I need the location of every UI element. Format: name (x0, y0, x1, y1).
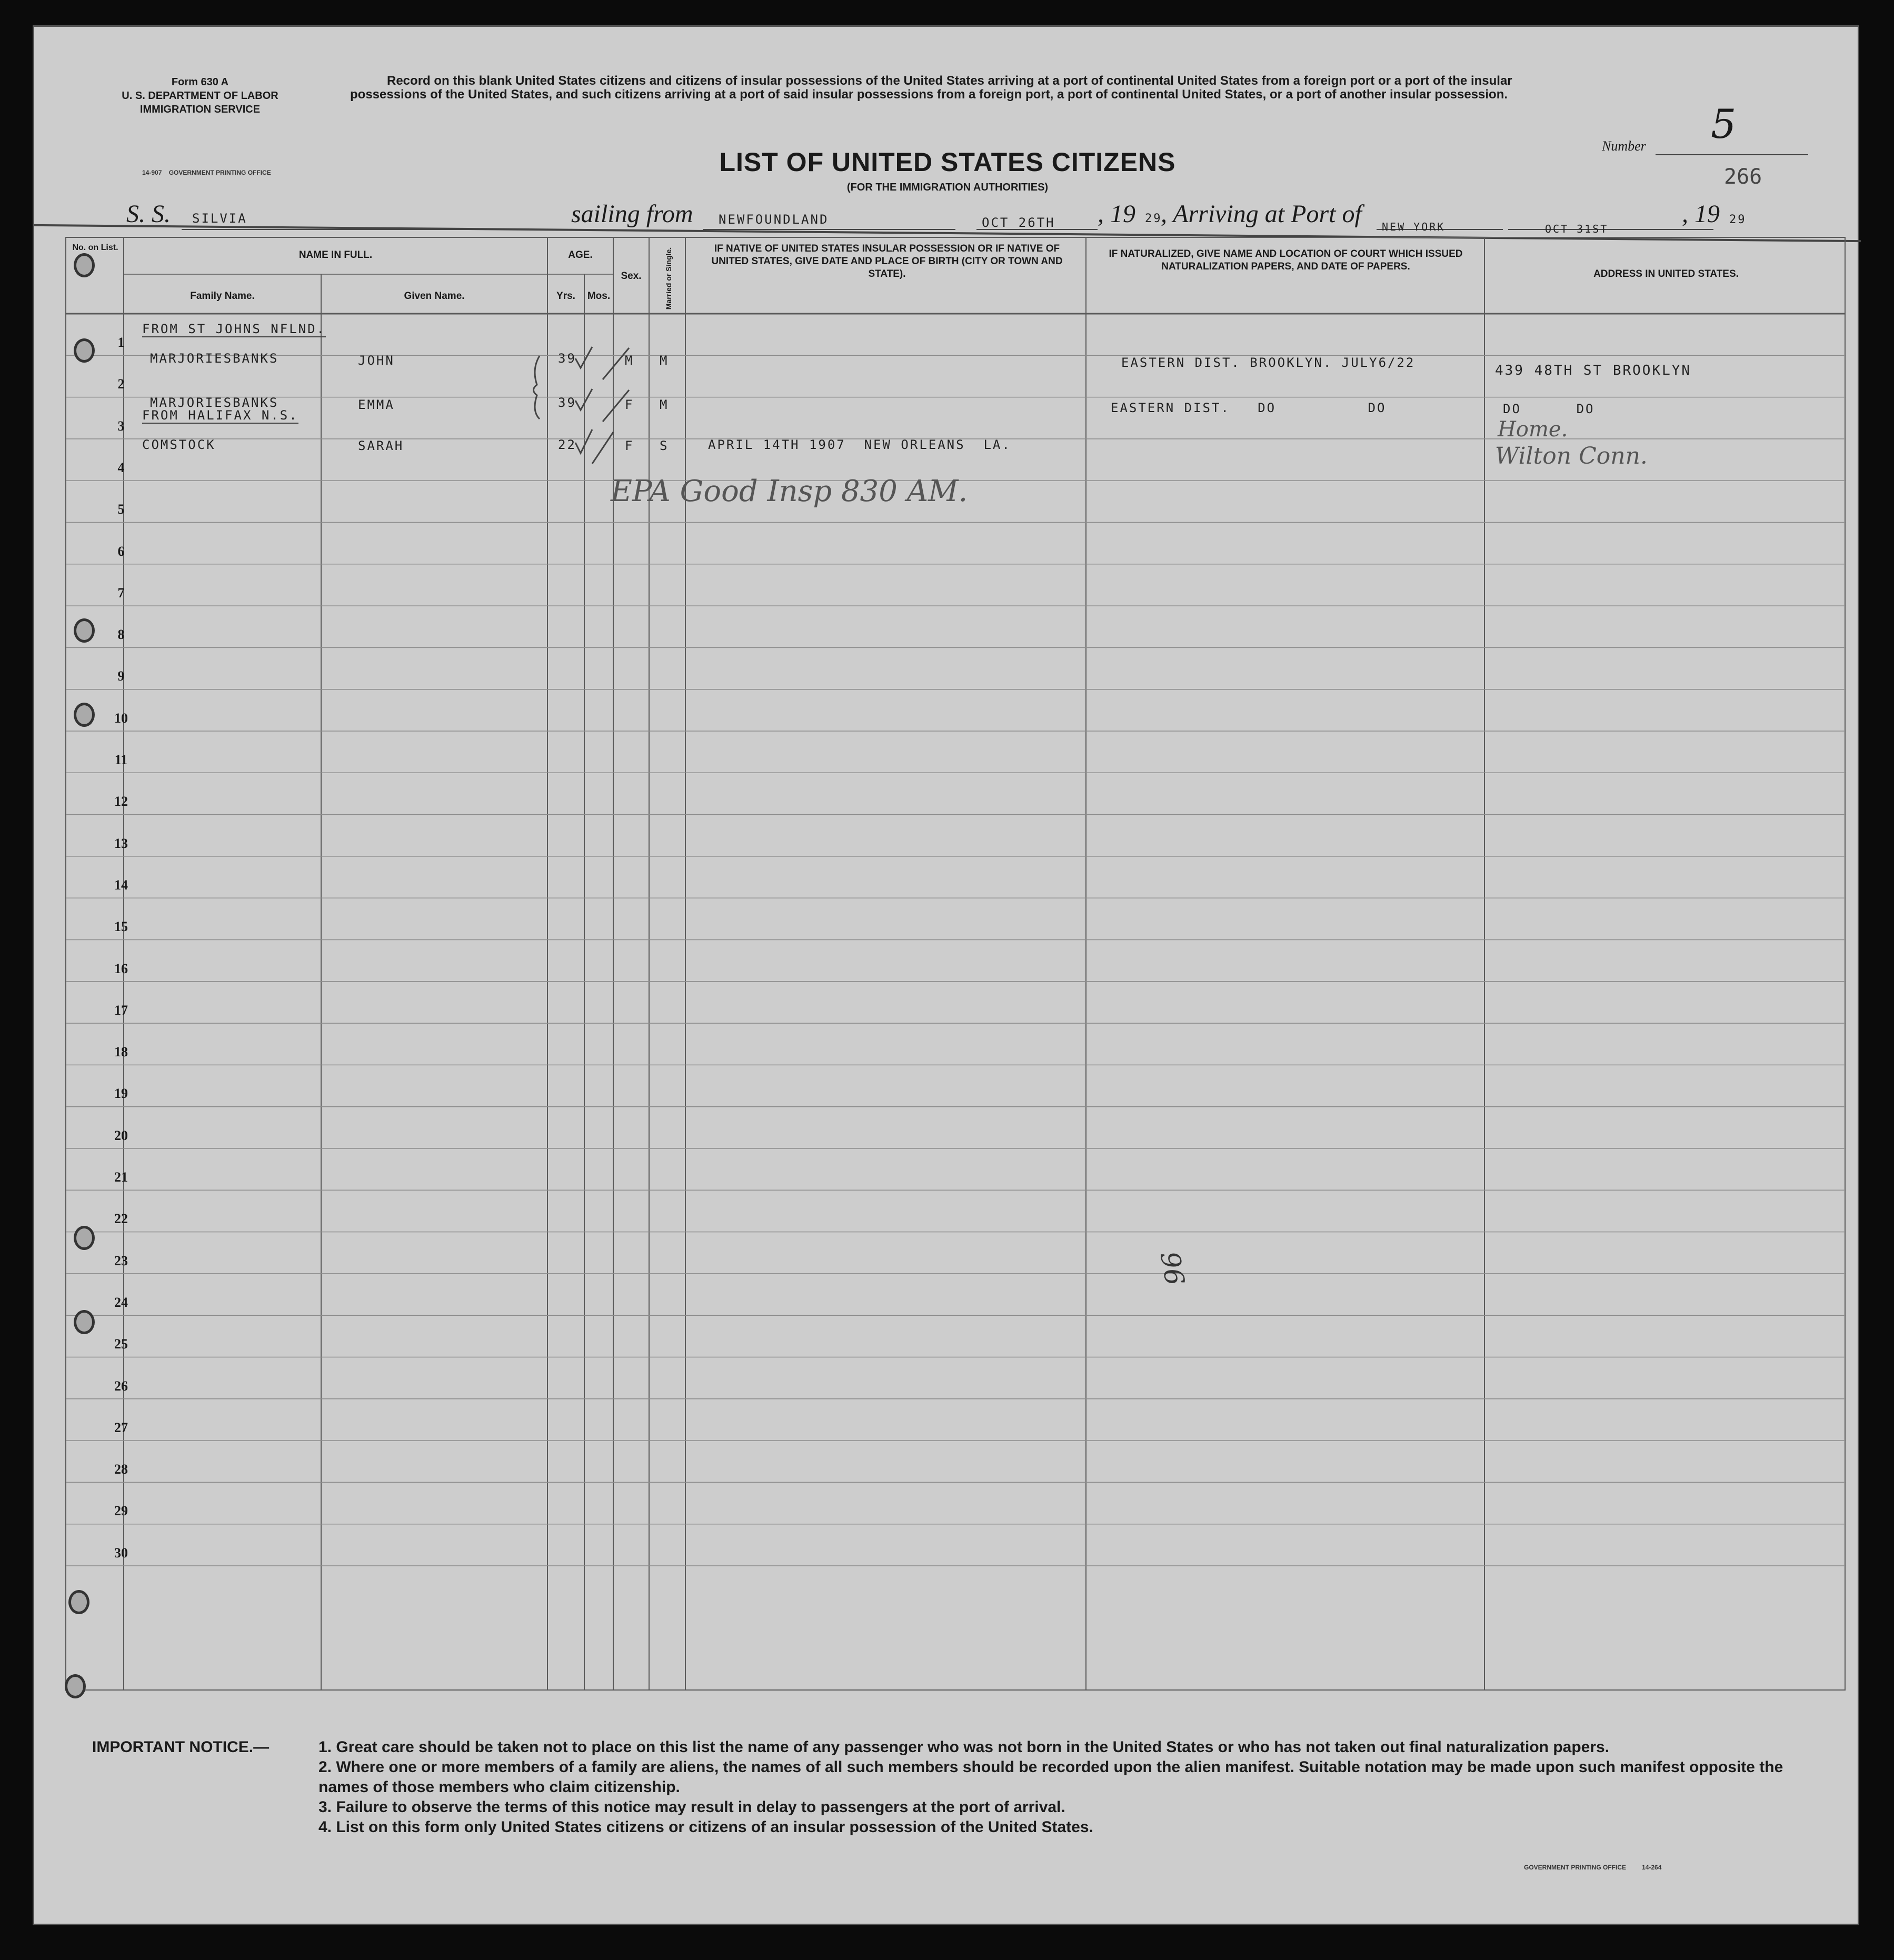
page-title: LIST OF UNITED STATES CITIZENS (719, 147, 1176, 177)
notice-item: 2. Where one or more members of a family are aliens, the names of all such members should be recorded upon the alien manifest. Suitable notation may be made upon such manifest opposite the names of those members who claim citizenship. (318, 1758, 1783, 1796)
header-name-in-full: NAME IN FULL. (298, 249, 373, 261)
notice-item: 4. List on this form only United States citizens or citizens of an insular possession of the United States. (318, 1818, 1093, 1836)
notice-heading: IMPORTANT NOTICE.— (92, 1738, 270, 1756)
row-number: 10 (114, 710, 128, 726)
punch-hole (74, 618, 95, 643)
important-notice (92, 1737, 1829, 1837)
header-family-name: Family Name. (190, 291, 255, 302)
row-number: 24 (114, 1294, 128, 1310)
sex: M (625, 353, 634, 368)
family-name: COMSTOCK (142, 437, 216, 452)
row-number: 1 (117, 335, 125, 350)
age-years: 39 (558, 395, 576, 410)
header-given-name: Given Name. (404, 291, 465, 302)
stamp-number: 96 (1154, 1249, 1190, 1288)
ship-name: SILVIA (192, 211, 247, 226)
sex: F (625, 397, 634, 412)
age-years: 39 (558, 351, 576, 366)
punch-hole (74, 1310, 95, 1334)
row-number: 15 (114, 919, 128, 935)
depart-date: OCT 26TH (982, 215, 1055, 230)
row-number: 3 (117, 418, 125, 434)
row-number: 11 (114, 752, 128, 767)
row-number: 18 (114, 1044, 128, 1060)
marital-status: M (660, 353, 669, 368)
punch-hole (65, 1674, 86, 1698)
address: DO DO (1503, 402, 1595, 416)
depart-year: 29 (1145, 212, 1162, 225)
naturalization-court: EASTERN DIST. DO DO (1111, 401, 1387, 415)
record-instructions: Record on this blank United States citizens and citizens of insular possessions of the United States arriving at a port of continental United States from a foreign port or a port of the insular possessions of the United States, and such citizens arriving at a port of said insular possessions from a foreign port, a port of continental United States, or a port of another insular possession. (350, 74, 1512, 102)
punch-hole (68, 1590, 89, 1614)
row-number: 14 (114, 877, 128, 893)
header-native: IF NATIVE OF UNITED STATES INSULAR POSSESSION OR IF NATIVE OF UNITED STATES, GIVE DATE AND PLACE OF BIRTH (CITY OR TOWN AND STATE). (711, 243, 1063, 279)
printer-footer-code: 14-264 (1642, 1864, 1662, 1871)
number-value: 5 (1711, 101, 1737, 147)
handwritten-inspection-note: EPA Good Insp 830 AM. (611, 474, 968, 508)
header-no: No. on List. (72, 243, 118, 252)
family-name: MARJORIESBANKS (150, 395, 279, 410)
arriving-label: , Arriving at Port of (1161, 200, 1362, 228)
row-number: 20 (114, 1127, 128, 1143)
service-name: IMMIGRATION SERVICE (139, 104, 261, 115)
page-subtitle: (FOR THE IMMIGRATION AUTHORITIES) (846, 182, 1049, 193)
row-number: 9 (117, 668, 125, 684)
given-name: EMMA (358, 397, 395, 412)
row-number: 2 (117, 376, 125, 392)
ss-label: S. S. (126, 200, 171, 228)
age-years: 22 (558, 437, 576, 452)
row-number: 16 (114, 961, 128, 976)
row-number: 28 (114, 1462, 128, 1477)
address: 439 48TH ST BROOKLYN (1495, 363, 1692, 378)
row-number: 26 (114, 1378, 128, 1394)
number-label: Number (1602, 138, 1646, 154)
manifest-sheet (33, 25, 1859, 1925)
year-prefix-arrive: , 19 (1682, 200, 1720, 228)
year-prefix-depart: , 19 (1098, 200, 1135, 228)
header-sex: Sex. (621, 271, 642, 282)
punch-hole (74, 1226, 95, 1250)
row-number: 8 (117, 627, 125, 643)
row-number: 27 (114, 1419, 128, 1435)
row-number: 19 (114, 1086, 128, 1102)
row-number: 4 (117, 459, 125, 475)
arrive-year: 29 (1729, 213, 1747, 226)
birth-date-place: APRIL 14TH 1907 NEW ORLEANS LA. (708, 437, 1011, 452)
sheet-number: 266 (1724, 165, 1762, 189)
punch-hole (74, 253, 95, 277)
given-name: JOHN (358, 353, 395, 368)
arrival-port: NEW YORK (1382, 221, 1446, 233)
check-marks (571, 343, 640, 485)
row-number: 5 (117, 502, 125, 517)
header-mos: Mos. (587, 291, 611, 302)
marital-status: S (660, 438, 669, 453)
marital-status: M (660, 397, 669, 412)
row-number: 30 (114, 1545, 128, 1561)
naturalization-court: EASTERN DIST. BROOKLYN. JULY6/22 (1121, 355, 1415, 370)
row-number: 22 (114, 1211, 128, 1227)
form-number: Form 630 A (171, 76, 229, 88)
row-number: 13 (114, 835, 128, 851)
header-age: AGE. (568, 249, 593, 261)
department-name: U. S. DEPARTMENT OF LABOR (122, 90, 278, 102)
row-number: 7 (117, 585, 125, 601)
header-naturalized: IF NATURALIZED, GIVE NAME AND LOCATION OF COURT WHICH ISSUED NATURALIZATION PAPERS, AND DATE OF PAPERS. (1109, 248, 1463, 272)
section-label-st-johns: FROM ST JOHNS NFLND. (142, 322, 326, 336)
sex: F (625, 438, 634, 453)
row-number: 21 (114, 1169, 128, 1185)
manifest-grid (34, 27, 1858, 1924)
family-name: MARJORIESBANKS (150, 351, 279, 366)
family-bracket (529, 353, 545, 422)
punch-hole (74, 338, 95, 363)
row-number: 25 (114, 1336, 128, 1352)
sailing-from: NEWFOUNDLAND (719, 212, 829, 227)
handwritten-city: Wilton Conn. (1495, 443, 1648, 469)
arrive-date: OCT 31ST (1545, 223, 1609, 235)
row-number: 6 (117, 543, 125, 559)
handwritten-home: Home. (1498, 417, 1568, 442)
row-lines (66, 355, 1845, 1566)
header-yrs: Yrs. (556, 291, 575, 302)
row-number: 17 (114, 1002, 128, 1018)
row-number: 23 (114, 1253, 128, 1268)
header-married: Married or Single. (664, 247, 673, 310)
row-number: 29 (114, 1503, 128, 1519)
printer-code: 14-907 (142, 169, 162, 176)
header-address: ADDRESS IN UNITED STATES. (1593, 268, 1739, 279)
given-name: SARAH (358, 438, 404, 453)
printer-footer (1524, 1864, 1661, 1871)
printer-name: GOVERNMENT PRINTING OFFICE (168, 169, 271, 176)
notice-item: 3. Failure to observe the terms of this notice may result in delay to passengers at the port of arrival. (318, 1798, 1065, 1816)
row-number: 12 (114, 794, 128, 809)
notice-item: 1. Great care should be taken not to place on this list the name of any passenger who was not born in the United States or who has not taken out final naturalization papers. (318, 1738, 1610, 1756)
sailing-label: sailing from (571, 200, 693, 228)
punch-hole (74, 703, 95, 727)
section-label-halifax: FROM HALIFAX N.S. (142, 408, 298, 423)
printer-footer-name: GOVERNMENT PRINTING OFFICE (1524, 1864, 1627, 1871)
